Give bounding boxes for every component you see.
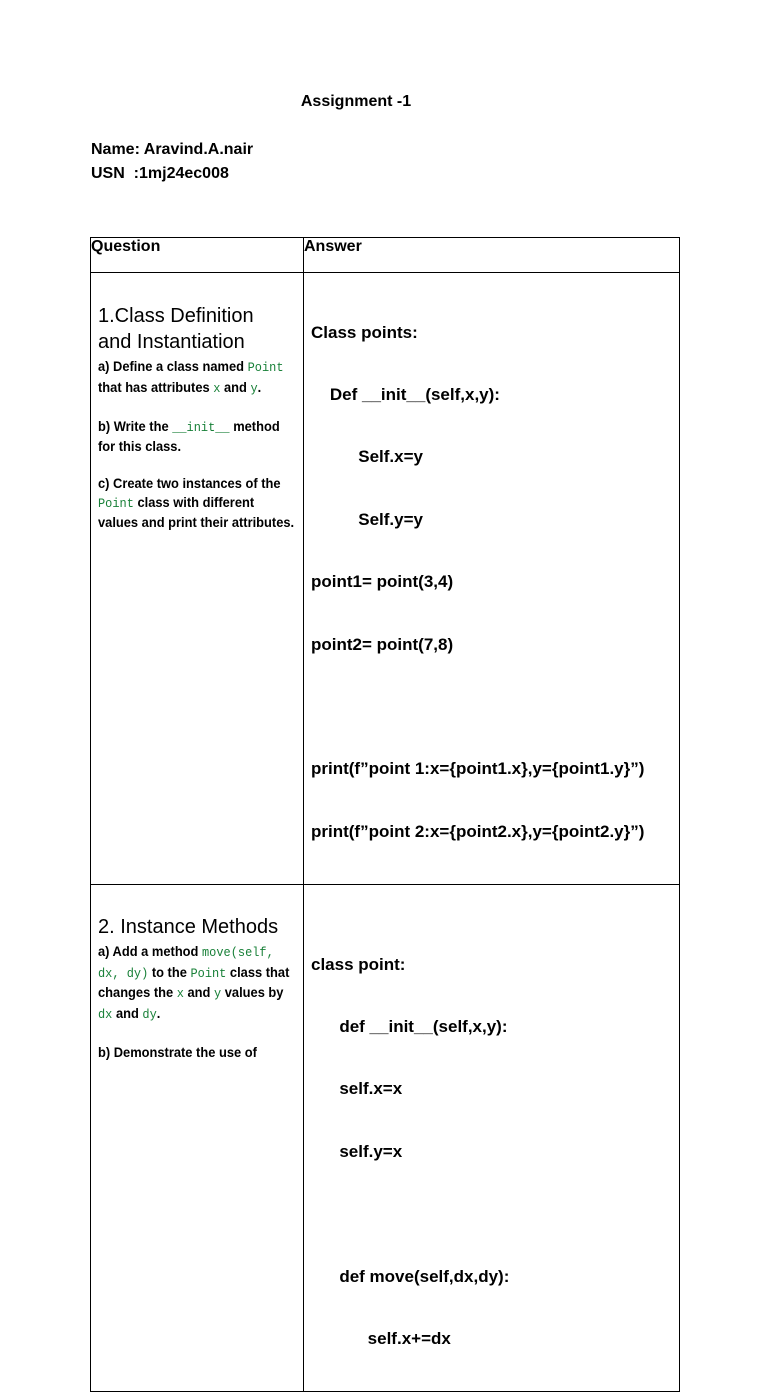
code-line: self.y=x (311, 1141, 403, 1161)
student-name: Name: Aravind.A.nair (91, 141, 254, 158)
answer-code-2 (311, 913, 672, 1391)
code-line: point1= point(3,4) (311, 572, 454, 592)
document-title: Assignment -1 (300, 93, 412, 110)
code-line: print(f”point 1:x={point1.x},y={point1.y}”) (311, 759, 645, 779)
answer-code-1 (311, 281, 672, 884)
code-line: self.x=x (311, 1079, 403, 1099)
question-2-part-a: a) Add a method move(self, dx, dy) to the Point class that changes the x and y values by dx and dy. (98, 943, 290, 1022)
code-line: Class points: (311, 322, 418, 342)
question-1-part-a: a) Define a class named Point that has attributes x and y. (98, 358, 284, 396)
question-1-part-c: c) Create two instances of the Point class with different values and print their attributes. (98, 475, 295, 530)
assignment-table (90, 237, 680, 1392)
answer-cell-2 (304, 885, 680, 1392)
question-text-1 (98, 357, 297, 532)
code-line: Self.x=y (311, 447, 423, 467)
student-usn: USN :1mj24ec008 (91, 165, 229, 182)
question-2-part-b: b) Demonstrate the use of (98, 1043, 257, 1060)
code-line: class point: (311, 954, 406, 974)
code-line: Self.y=y (311, 509, 423, 529)
table-row (91, 885, 680, 1392)
code-line (311, 697, 672, 718)
code-line: self.x+=dx (311, 1329, 451, 1349)
code-line: print(f”point 2:x={point2.x},y={point2.y}”) (311, 821, 645, 841)
code-line: Def __init__(self,x,y): (311, 384, 500, 404)
question-1-part-b: b) Write the __init__ method for this class. (98, 417, 280, 454)
code-line: point2= point(7,8) (311, 634, 454, 654)
answer-cell-1 (304, 273, 680, 885)
question-title-1: 1.Class Definition and Instantiation (98, 305, 254, 353)
question-cell-1 (91, 273, 304, 885)
table-row (91, 273, 680, 885)
answer-column-header: Answer (304, 238, 680, 273)
table-header-row (91, 238, 680, 273)
question-text-2 (98, 942, 297, 1061)
question-title-2: 2. Instance Methods (98, 916, 279, 939)
question-column-header: Question (91, 238, 304, 273)
code-line: def __init__(self,x,y): (311, 1017, 508, 1037)
question-cell-2 (91, 885, 304, 1392)
code-line: def move(self,dx,dy): (311, 1266, 510, 1286)
code-line (311, 1204, 672, 1225)
